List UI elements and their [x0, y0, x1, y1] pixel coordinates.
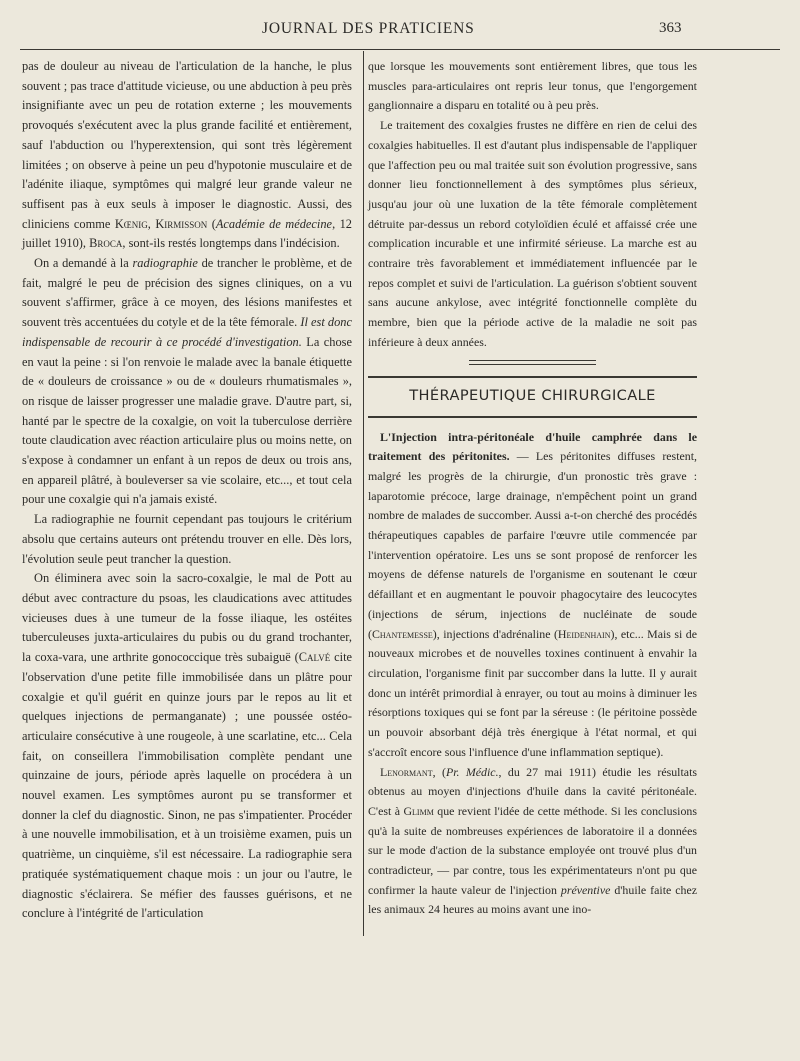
paragraph-coxalgie-symptoms — [22, 57, 352, 254]
text-run: cite l'observation d'une petite fille immobilisée dans un plâtre pour coxalgie et qu'il guérit en quinze jours par le repos au lit et quelques injections de permanganate) ; une poussée ostéo-articulaire consécutive à une rougeole, à une scarlatine, etc... Cela fait, on conseillera l'immobilisation complète pendant une quinzaine de jours, période après laquelle on procédera à un nouvel examen. Les symptômes auront pu se transformer et donner la clef du diagnostic. Sinon, ne pas s'impatienter. Procéder à une nouvelle immobilisation, et à un troisième examen, puis un quatrième, un cinquième, s'il est nécessaire. La radiographie sera pratiquée systématiquement chaque mois : un jour ou l'autre, le diagnostic s'éclairera. Se méfier des fausses guérisons, et ne conclure à l'intégrité de l'articulation — [22, 650, 353, 921]
emphasis-indispensable: Il est donc indispensable de recourir à ce procédé d'investigation. — [22, 315, 352, 349]
paragraph-radiographie — [22, 254, 352, 510]
text-run: — Les péritonites diffuses restent, malgré les progrès de la chirurgie, d'un pronostic très grave : laparotomie précoce, large drainage, n'empêchent point un grand nombre de malades de succomber. Aussi a-t-on cherché des procédés thérapeutiques capables de parfaire l'œuvre utile commencée par l'intervention opératoire. Les uns se sont proposé de renforcer les moyens de défense naturels de l'organisme en soutenant le cœur défaillant et en augmentant le pouvoir phagocytaire des leucocytes (injections de sérum, injections de nucléinate de soude ( — [368, 449, 697, 641]
journal-title: JOURNAL DES PRATICIENS — [262, 20, 475, 37]
section-heading: THÉRAPEUTIQUE CHIRURGICALE — [368, 376, 697, 418]
column-divider — [363, 51, 364, 936]
text-run: ( — [207, 216, 216, 231]
left-column — [22, 57, 352, 924]
text-run: de trancher le problème, et de fait, malgré le peu de précision des signes cliniques, on a vu souvent s'affirmer, grâce à ce moyen, des lésions manifestes et souvent très accentuées du cotyle et de la tête fémorale. — [22, 256, 353, 330]
text-run: , du 27 mai 1911) étudie les résultats obtenus au moyen d'injections d'huile dans la cavité péritonéale. C'est à — [368, 764, 697, 818]
text-run: , — [147, 216, 156, 231]
article-huile-camphree — [368, 428, 697, 763]
paragraph-lenormant — [368, 763, 697, 921]
text-run: On éliminera avec soin la sacro-coxalgie, le mal de Pott au début avec contracture du psoas, les claudications avec attitudes vicieuses dues à une tumeur de la fosse iliaque, les ostéites tuberculeuses juxta-articulaires du pubis ou du grand trochanter, la coxa-vara, une arthrite gonococcique très subaiguë ( — [22, 571, 352, 665]
text-run: , sont-ils restés longtemps dans l'indécision. — [122, 236, 340, 251]
paragraph-elimination — [22, 569, 352, 924]
text-run: , 12 juillet 1910), — [22, 216, 352, 251]
text-run: d'huile faite chez les animaux 24 heures au moins avant une ino- — [368, 882, 697, 917]
citation-pr-medic: Pr. Médic. — [445, 764, 499, 779]
author-kirmisson: Kirmisson — [155, 216, 208, 231]
author-lenormant: Lenormant — [380, 764, 433, 779]
text-run: pas de douleur au niveau de l'articulation de la hanche, le plus souvent ; pas trace d'attitude vicieuse, ou une abduction à peu près insignifiante avec un peu de rotation externe ; les mouvements provoqués s'exécutent avec la plus grande facilité et entièrement, sauf l'abduction ou l'hyperextension, qui sont très légèrement limitées ; on observe à peine un peu d'hypotonie musculaire et de l'adénite iliaque, symptômes qui malgré leur grande valeur ne suffisent pas à eux seuls à imposer le diagnostic. Aussi, des cliniciens comme — [22, 59, 352, 231]
citation-academie: Académie de médecine — [215, 216, 333, 231]
term-radiographie: radiographie — [132, 256, 198, 271]
text-run: que revient l'idée de cette méthode. Si les conclusions qu'à la suite de nombreuses expériences de laboratoire il a données sur le mode d'action de la substance employée ont trouvé plus d'un contradicteur, — par contre, tous les expérimentateurs n'ont pu que confirmer la haute valeur de l'injection — [368, 803, 697, 897]
paragraph-traitement: Le traitement des coxalgies frustes ne diffère en rien de celui des coxalgies habituelles. Il est d'autant plus indispensable de l'appliquer que l'affection peu ou mal traitée suit son évolution progressive, sans donner lieu fonctionnellement à des symptômes plus sérieux, jusqu'au jour où une luxation de la tête fémorale complètement détruite par-dessus un rebord cotyloïdien éculé et affaissé crée une complication incurable et une infirmité sérieuse. La marche est au contraire très favorablement et immédiatement influencée par le repos complet et suivi de l'articulation. La guérison s'obtient souvent sans aucune ankylose, avec intégrité fonctionnelle complète du membre, bien que la période active de la maladie ne soit pas inférieure à deux années. — [368, 118, 697, 349]
author-heidenhain: Heidenhain — [557, 626, 611, 641]
running-head — [0, 20, 800, 42]
header-rule — [20, 49, 780, 50]
text-run: La chose en vaut la peine : si l'on renvoie le malade avec la banale étiquette de « douleurs de croissance » ou de « douleurs rhumatismales », on risque de laisser progresser une maladie grave. D'autre part, si, hanté par le spectre de la coxalgie, on voit la tuberculose derrière toute claudication avec réaction articulaire plus ou moins nette, on s'expose à condamner un enfant à un repos de deux ou trois ans, en appareil plâtré, à bouleverser sa vie scolaire, etc..., et tout cela pour une coxalgie qui n'a jamais existé. — [22, 334, 352, 507]
text-run: ), injections d'adrénaline ( — [432, 626, 558, 641]
paragraph-continuation: que lorsque les mouvements sont entièrement libres, que tous les muscles para-articulaires ont repris leur tonus, que l'engorgement ganglionnaire a disparu en totalité ou à peu près. — [368, 59, 697, 113]
author-koenig: Kœnig — [114, 216, 148, 231]
paragraph-criterium: La radiographie ne fournit cependant pas toujours le critérium absolu que certains auteurs ont prétendu trouver en elle. Dès lors, l'évolution seule peut trancher la question. — [22, 512, 352, 566]
text-run: On a demandé à la — [34, 256, 133, 271]
author-broca: Broca — [89, 236, 123, 251]
section-separator — [469, 360, 596, 365]
right-column — [368, 57, 697, 920]
author-chantemesse: Chantemesse — [371, 626, 433, 641]
text-run: , ( — [432, 764, 446, 779]
article-title: L'Injection intra-péritonéale d'huile camphrée dans le traitement des péritonites. — [368, 429, 697, 464]
text-run: ), etc... Mais si de nouveaux microbes et de nouvelles toxines continuent à envahir la circulation, l'organisme finit par succomber dans la lutte. Il y aurait donc un intérêt primordial à enrayer, ou tout au moins à diminuer les résorptions toxiques qui se font par la séreuse : (le péritoine possède un pouvoir absorbant déjà très énergique à l'état normal, et qui s'accroît encore sous l'influence d'une inflammation septique). — [368, 626, 697, 759]
page-number: 363 — [659, 20, 682, 36]
author-calve: Calvé — [298, 650, 331, 665]
term-preventive: préventive — [560, 882, 611, 897]
author-glimm: Glimm — [403, 803, 434, 818]
